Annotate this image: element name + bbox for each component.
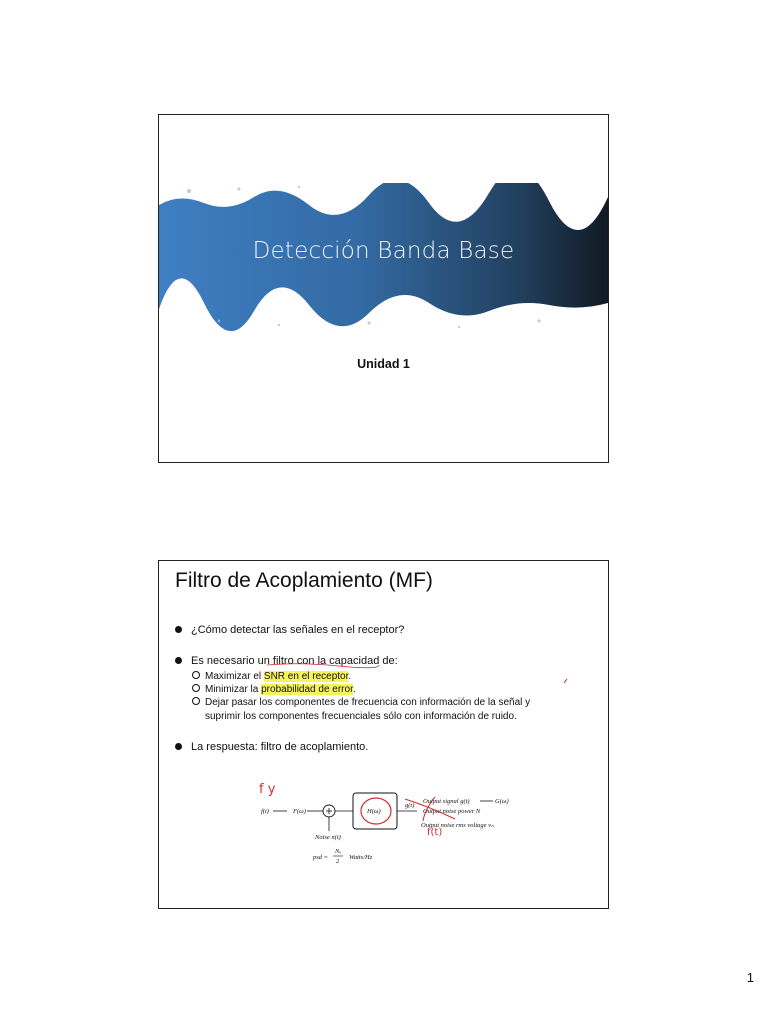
page-number: 1	[746, 970, 754, 985]
input-freq-label: F(ω)	[293, 808, 306, 815]
slide-title: Filtro de Acoplamiento (MF)	[175, 569, 433, 592]
handwritten-underline	[259, 661, 579, 701]
bullet-dot-icon	[175, 626, 182, 633]
sub-item-prefix: Minimizar la	[205, 684, 262, 695]
bullet-dot-icon	[175, 657, 182, 664]
handwritten-note-right: f(t)	[427, 827, 443, 838]
bullet-dot-icon	[175, 743, 182, 750]
filter-label: H(ω)	[367, 808, 381, 815]
sub-item-suffix: .	[352, 684, 356, 695]
highlighted-text: probabilidad de error	[261, 684, 353, 695]
ring-bullet-icon	[192, 671, 200, 679]
sub-item-text: Dejar pasar los componentes de frecuencia con información de la señal y	[205, 697, 531, 708]
psd-label: psd =	[313, 854, 329, 861]
handwritten-note-left: f y	[259, 782, 276, 797]
ring-bullet-icon	[192, 684, 200, 692]
output-freq-label: G(ω)	[495, 798, 509, 805]
slide-title: Detección Banda Base	[252, 238, 515, 264]
matched-filter-diagram	[255, 773, 515, 871]
psd-unit: Watts/Hz	[349, 854, 373, 861]
sub-item-prefix: Maximizar el	[205, 671, 264, 682]
input-label: f(t)	[261, 808, 269, 815]
noise-source-label: Noise n(t)	[315, 834, 341, 841]
bullet-item	[175, 623, 404, 637]
output-signal-label: Output signal g(t)	[423, 798, 470, 805]
noise-power-label: Output noise power N	[423, 808, 481, 815]
slide-subtitle: Unidad 1	[357, 357, 410, 371]
bullet-text: La respuesta: filtro de acoplamiento.	[191, 741, 369, 753]
title-slide	[158, 114, 609, 463]
psd-denominator: 2	[336, 858, 340, 865]
bullet-text: Es necesario un filtro con la capacidad de:	[191, 655, 398, 667]
highlighted-text: SNR en el receptor	[263, 671, 349, 682]
noise-voltage-label: Output noise rms voltage vₙ	[421, 822, 494, 829]
bullet-item	[175, 740, 368, 754]
sub-item-continuation	[205, 711, 517, 723]
content-slide	[158, 560, 609, 909]
sub-item-suffix: .	[348, 671, 352, 682]
psd-numerator: Nₒ	[335, 848, 342, 855]
output-label: g(t)	[405, 802, 415, 809]
bullet-text: ¿Cómo detectar las señales en el receptor?	[191, 624, 405, 636]
sub-item-text: suprimir los componentes frecuenciales sólo con información de ruido.	[205, 711, 517, 722]
ring-bullet-icon	[192, 697, 200, 705]
